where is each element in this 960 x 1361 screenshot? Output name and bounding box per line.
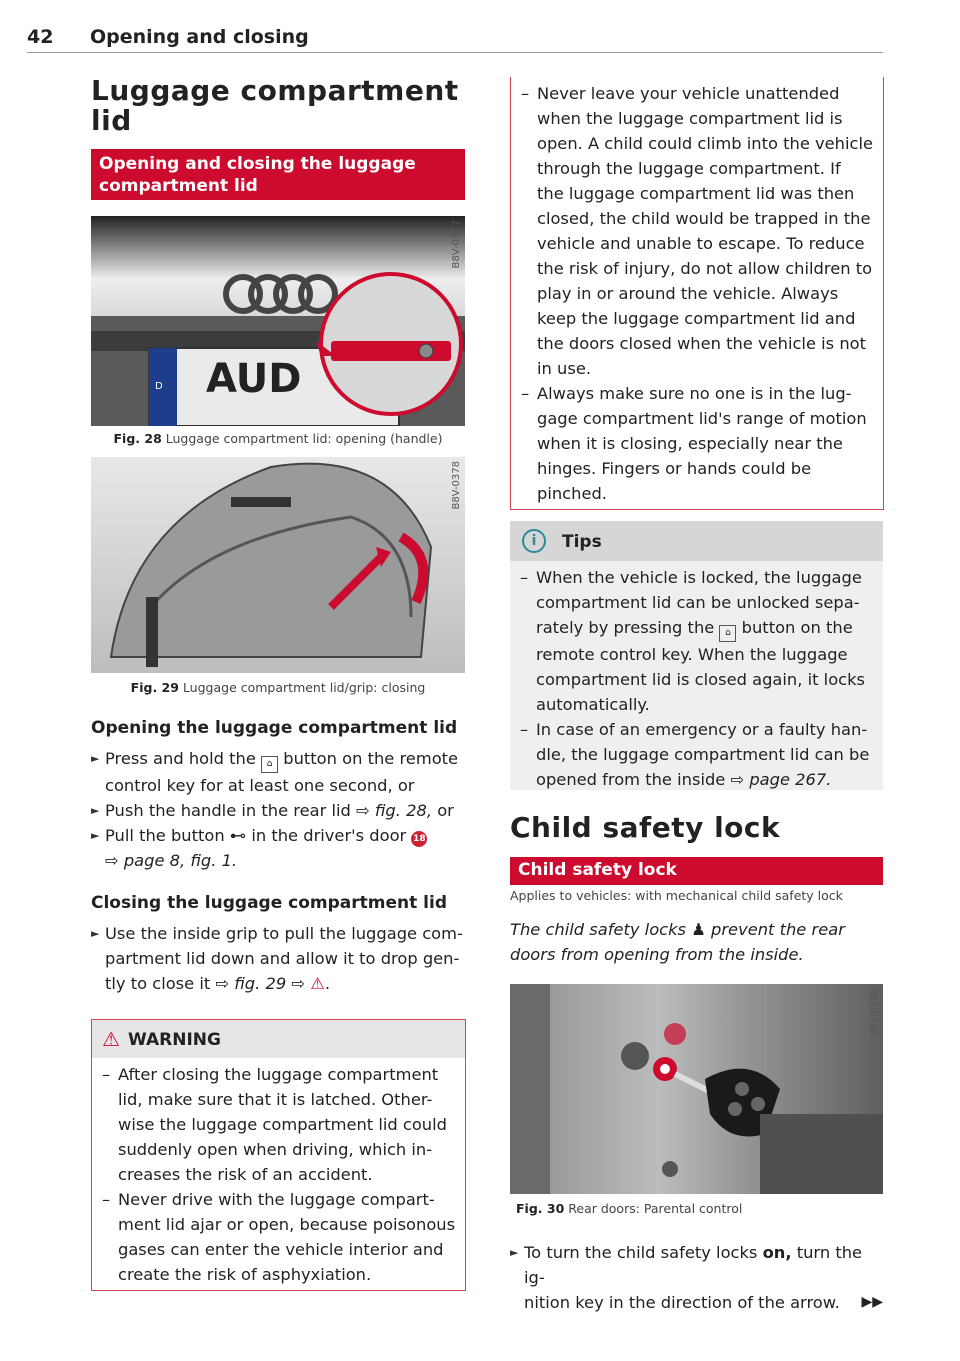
list-item: ► Use the inside grip to pull the luggage com- [91, 921, 465, 946]
callout-number: 18 [411, 831, 427, 847]
fig-caption-text: Luggage compartment lid/grip: closing [182, 680, 426, 695]
warning-line: in use. [537, 359, 592, 378]
warning-line: play in or around the vehicle. Always [537, 284, 839, 303]
warning-line: create the risk of asphyxiation. [118, 1265, 372, 1284]
closing-heading: Closing the luggage compartment lid [91, 893, 447, 913]
plate-country: D [155, 381, 163, 392]
warning-line: – Never leave your vehicle unattended [511, 81, 883, 106]
section-title: Opening and closing [90, 26, 309, 48]
list-item-continuation: partment lid down and allow it to drop gen- [105, 949, 460, 968]
page-header [27, 24, 883, 53]
tips-title: Tips [562, 532, 602, 552]
fig30-image [510, 984, 883, 1194]
tip-line: – When the vehicle is locked, the luggage [510, 565, 883, 590]
warning-line: ment lid ajar or open, because poisonous [118, 1215, 456, 1234]
door-child-lock-illustration [510, 984, 883, 1194]
warning-line: the doors closed when the vehicle is not [537, 334, 866, 353]
fig29-code: B8V-0378 [451, 461, 462, 510]
child-lock-icon: ♟ [691, 920, 706, 939]
fig-reference[interactable]: ⇨ fig. 29 ⇨ [215, 974, 306, 993]
tip-line: compartment lid is closed again, it locks [536, 670, 866, 689]
warning-line: hinges. Fingers or hands could be [537, 459, 812, 478]
trunk-lid-interior-illustration [91, 457, 465, 673]
list-item-continuation: control key for at least one second, or [105, 776, 415, 795]
warning-icon: ⚠ [310, 974, 325, 993]
warning-line: when the luggage compartment lid is [537, 109, 843, 128]
page-number: 42 [27, 26, 54, 48]
list-item: ► Push the handle in the rear lid ⇨ fig. 28, or [91, 798, 465, 823]
warning-line: through the luggage compartment. If [537, 159, 841, 178]
continue-arrow-icon: ▶▶ [861, 1294, 883, 1310]
tips-box [510, 521, 883, 790]
fig30-caption [516, 1201, 883, 1216]
page-title [91, 76, 465, 136]
turn-instruction [510, 1240, 883, 1315]
warning-line: wise the luggage compartment lid could [118, 1115, 447, 1134]
list-item: ► Press and hold the ⌂ button on the remote [91, 746, 465, 773]
warning-line: the luggage compartment lid was then [537, 184, 855, 203]
trunk-key-icon: ⌂ [261, 756, 278, 773]
tip-line: rately by pressing the ⌂ button on the [510, 615, 883, 642]
tip-line: opened from the inside ⇨ page 267. [536, 770, 832, 789]
warning-line: lid, make sure that it is latched. Other- [118, 1090, 433, 1109]
fig-caption-text: Luggage compartment lid: opening (handle) [165, 431, 443, 446]
page-reference[interactable]: ⇨ page 8, fig. 1. [105, 851, 238, 870]
warning-line: gage compartment lid's range of motion [537, 409, 867, 428]
warning-title: WARNING [128, 1030, 221, 1050]
banner-line: Opening and closing the luggage [99, 154, 416, 174]
warning-line: the risk of injury, do not allow children to [537, 259, 873, 278]
tip-line: – In case of an emergency or a faulty han- [510, 717, 883, 742]
fig28-image [91, 216, 465, 426]
warning-line: keep the luggage compartment lid and [537, 309, 856, 328]
fig-number: Fig. 29 [130, 680, 179, 695]
trunk-key-icon: ⌂ [719, 625, 736, 642]
list-item-continuation: nition key in the direction of the arrow. ▶▶ [510, 1290, 883, 1315]
warning-line: pinched. [537, 484, 607, 503]
fig-reference[interactable]: ⇨ fig. 28, [356, 801, 432, 820]
warning-line: when it is closing, especially near the [537, 434, 843, 453]
warning-line: suddenly open when driving, which in- [118, 1140, 433, 1159]
tip-line: automatically. [536, 695, 650, 714]
warning-header [92, 1020, 465, 1058]
fig30-code: B8V-0380 [869, 988, 880, 1037]
warning-box-continued [510, 77, 884, 510]
fig-number: Fig. 28 [113, 431, 162, 446]
tips-header [510, 521, 883, 561]
fig28-code: B8V-0377 [451, 220, 462, 269]
list-item-continuation: tly to close it ⇨ fig. 29 ⇨ ⚠. [105, 974, 330, 993]
opening-section [91, 718, 465, 873]
list-item: ► To turn the child safety locks on, turn the ig- [510, 1240, 883, 1290]
section-banner [91, 149, 465, 200]
car-button-icon: ⊷ [229, 826, 247, 845]
fig29-caption [91, 680, 465, 695]
tip-line: compartment lid can be unlocked sepa- [536, 593, 860, 612]
warning-line: – After closing the luggage compartment [92, 1062, 465, 1087]
fig-number: Fig. 30 [516, 1201, 565, 1216]
warning-line: creases the risk of an accident. [118, 1165, 373, 1184]
page-reference[interactable]: ⇨ page 267. [730, 770, 832, 789]
banner-line: compartment lid [99, 176, 258, 196]
title-line: lid [91, 104, 132, 137]
left-column [91, 76, 465, 136]
child-safety-banner: Child safety lock [510, 857, 883, 885]
warning-line: vehicle and unable to escape. To reduce [537, 234, 865, 253]
list-item: ► Pull the button ⊷ in the driver's door 18 [91, 823, 465, 848]
tip-line: dle, the luggage compartment lid can be [536, 745, 870, 764]
fig29-image [91, 457, 465, 673]
warning-icon: ⚠ [102, 1027, 120, 1051]
title-line: Luggage compartment [91, 74, 459, 107]
warning-line: closed, the child would be trapped in the [537, 209, 871, 228]
closing-section [91, 893, 465, 996]
badge-text: AUD [206, 356, 302, 402]
warning-box [91, 1019, 466, 1291]
opening-heading: Opening the luggage compartment lid [91, 718, 458, 738]
warning-line: – Never drive with the luggage compart- [92, 1187, 465, 1212]
child-safety-title: Child safety lock [510, 811, 781, 844]
info-icon: i [522, 529, 546, 553]
warning-line: gases can enter the vehicle interior and [118, 1240, 444, 1259]
list-item-continuation [91, 848, 465, 873]
applies-note: Applies to vehicles: with mechanical child safety lock [510, 888, 843, 903]
fig28-caption [91, 431, 465, 446]
tip-line: remote control key. When the luggage [536, 645, 848, 664]
warning-line: – Always make sure no one is in the lug- [511, 381, 883, 406]
warning-line: open. A child could climb into the vehicle [537, 134, 873, 153]
fig-caption-text: Rear doors: Parental control [568, 1201, 743, 1216]
intro-text: The child safety locks ♟ prevent the rear doors from opening from the inside. [510, 920, 845, 964]
